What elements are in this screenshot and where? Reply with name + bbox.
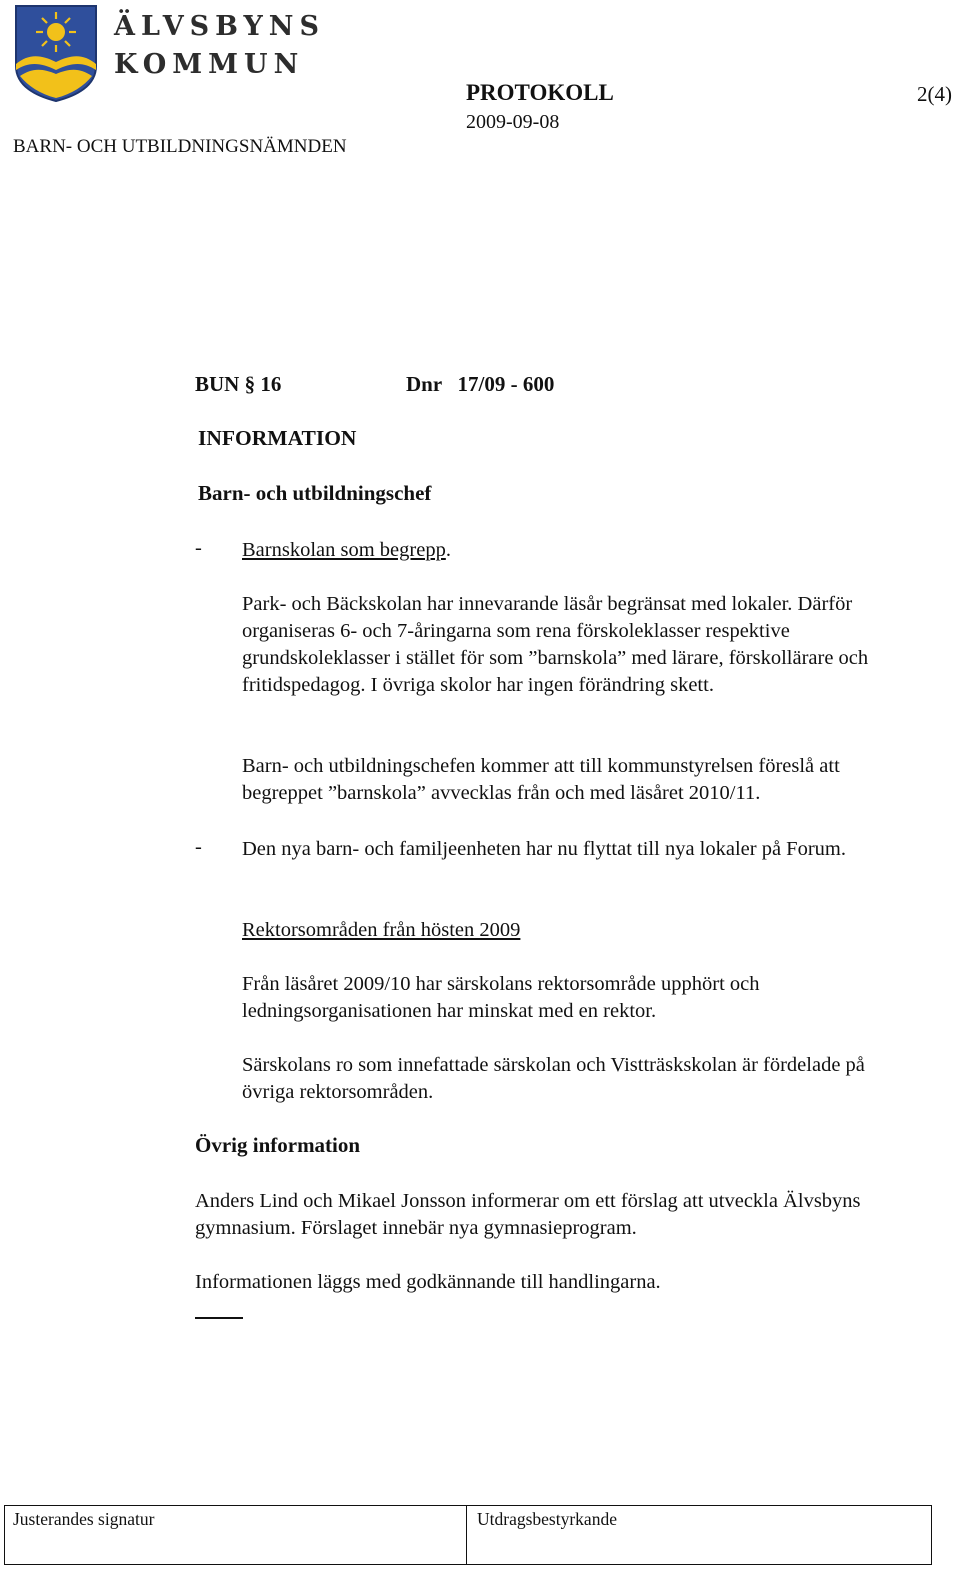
list-dash: - — [195, 836, 202, 858]
other-info-paragraph1: Anders Lind och Mikael Jonsson informerar om ett förslag att utveckla Älvsbyns gymnasium. Förslaget innebär nya gymnasieprogram. — [195, 1190, 861, 1239]
signature-box — [4, 1505, 932, 1565]
section-subheading: Barn- och utbildningschef — [198, 481, 432, 505]
rektor-paragraph2: Särskolans ro som innefattade särskolan och Vistträskskolan är fördelade på övriga rektorsområden. — [242, 1054, 865, 1103]
municipality-name-line1: ÄLVSBYNS — [114, 11, 325, 42]
municipal-coat-of-arms-icon — [14, 4, 98, 102]
section-heading: INFORMATION — [198, 426, 357, 450]
signature-label: Justerandes signatur — [13, 1509, 155, 1529]
item2-paragraph: Den nya barn- och familjeenheten har nu flyttat till nya lokaler på Forum. — [242, 838, 846, 860]
certification-label: Utdragsbestyrkande — [477, 1509, 617, 1529]
item1-title — [242, 537, 922, 564]
item1-paragraph2: Barn- och utbildningschefen kommer att till kommunstyrelsen föreslå att begreppet ”barnskola” avvecklas från och med läsåret 2010/11. — [242, 755, 840, 804]
document-date: 2009-09-08 — [466, 111, 560, 133]
rektor-heading: Rektorsområden från hösten 2009 — [242, 919, 521, 941]
municipality-name-line2: KOMMUN — [114, 49, 305, 80]
item1-title-text: Barnskolan som begrepp — [242, 539, 446, 561]
page-number: 2(4) — [917, 82, 952, 106]
end-divider — [195, 1317, 243, 1319]
signature-field[interactable] — [5, 1506, 467, 1564]
other-info-heading: Övrig information — [195, 1133, 361, 1157]
committee-name: BARN- OCH UTBILDNINGSNÄMNDEN — [13, 136, 347, 157]
item1-title-period: . — [445, 539, 451, 561]
other-info-paragraph2: Informationen läggs med godkännande till handlingarna. — [195, 1271, 661, 1293]
document-type: PROTOKOLL — [466, 80, 614, 105]
section-id: BUN § 16 — [195, 372, 282, 396]
rektor-paragraph1: Från läsåret 2009/10 har särskolans rektorsområde upphört och ledningsorganisationen har minskat med en rektor. — [242, 973, 760, 1022]
diary-number: Dnr 17/09 - 600 — [406, 372, 555, 396]
certification-field[interactable] — [467, 1506, 931, 1564]
list-dash: - — [195, 537, 202, 559]
item1-paragraph1: Park- och Bäckskolan har innevarande läsår begränsat med lokaler. Därför organiseras 6- och 7-åringarna som rena förskoleklasser respektive grundskoleklasser i stället för som ”barnskola” med lärare, förskollärare och fritidspedagog. I övriga skolor har ingen förändring skett. — [242, 593, 869, 696]
